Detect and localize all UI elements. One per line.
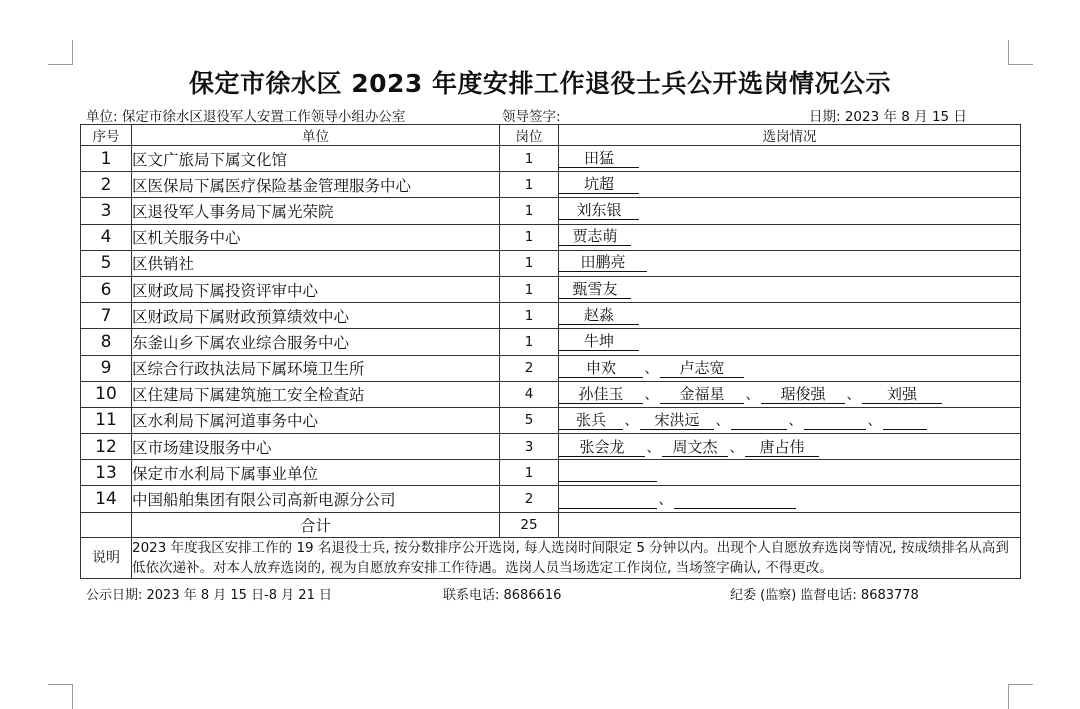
row-number: 2	[81, 172, 132, 198]
selected-name: 孙佳玉	[559, 386, 643, 404]
row-number: 1	[81, 146, 132, 172]
issuing-unit: 单位: 保定市徐水区退役军人安置工作领导小组办公室	[86, 109, 406, 125]
document-title: 保定市徐水区 2023 年度安排工作退役士兵公开选岗情况公示	[189, 69, 891, 98]
row-unit: 区市场建设服务中心	[132, 434, 500, 460]
selected-name	[559, 464, 657, 482]
table-row	[81, 381, 1021, 407]
table-row	[81, 434, 1021, 460]
row-unit: 区水利局下属河道事务中心	[132, 407, 500, 433]
row-unit: 区住建局下属建筑施工安全检查站	[132, 381, 500, 407]
name-separator: 、	[729, 439, 744, 456]
name-separator: 、	[867, 413, 882, 430]
total-row	[81, 512, 1021, 537]
name-separator: 、	[658, 492, 673, 509]
row-unit: 中国船舶集团有限公司高新电源分公司	[132, 486, 500, 512]
selected-name: 卢志宽	[660, 360, 744, 378]
table-body	[81, 146, 1021, 513]
name-separator: 、	[644, 387, 659, 404]
table-row	[81, 407, 1021, 433]
table-row	[81, 355, 1021, 381]
total-value: 25	[500, 512, 559, 537]
row-posts: 1	[500, 276, 559, 302]
name-separator: 、	[788, 413, 803, 430]
row-selection	[559, 381, 1021, 407]
row-number: 6	[81, 276, 132, 302]
row-posts: 5	[500, 407, 559, 433]
name-separator: 、	[846, 387, 861, 404]
selected-name: 周文杰	[662, 439, 728, 457]
selected-name: 牛坤	[559, 333, 639, 351]
selected-name: 田鹏亮	[559, 254, 647, 272]
row-selection	[559, 250, 1021, 276]
selected-name	[674, 491, 796, 509]
total-label: 合计	[132, 512, 500, 537]
note-row	[81, 537, 1021, 578]
row-number: 4	[81, 224, 132, 250]
total-empty-cell	[81, 512, 132, 537]
selected-name	[559, 491, 657, 509]
note-label: 说明	[81, 537, 132, 578]
selected-name	[731, 412, 787, 430]
row-number: 3	[81, 198, 132, 224]
row-posts: 1	[500, 198, 559, 224]
table-row	[81, 224, 1021, 250]
row-selection	[559, 303, 1021, 329]
table-row	[81, 250, 1021, 276]
selected-name: 金福星	[660, 386, 744, 404]
crop-mark-bottom-left	[48, 684, 73, 709]
row-number: 11	[81, 407, 132, 433]
contact-phone: 联系电话: 8686616	[443, 588, 562, 603]
header-unit: 单位	[132, 125, 500, 146]
row-selection	[559, 172, 1021, 198]
row-selection	[559, 355, 1021, 381]
selected-name: 唐占伟	[745, 439, 819, 457]
table-header-row	[81, 125, 1021, 146]
row-selection	[559, 329, 1021, 355]
row-unit: 区财政局下属投资评审中心	[132, 276, 500, 302]
name-separator: 、	[624, 413, 639, 430]
row-posts: 1	[500, 224, 559, 250]
selected-name: 赵淼	[559, 307, 639, 325]
supervision-phone: 纪委 (监察) 监督电话: 8683778	[730, 588, 919, 603]
selected-name: 田猛	[559, 150, 639, 168]
crop-mark-top-left	[48, 40, 73, 65]
row-unit: 区综合行政执法局下属环境卫生所	[132, 355, 500, 381]
selected-name: 坑超	[559, 176, 639, 194]
name-separator: 、	[715, 413, 730, 430]
table-row	[81, 276, 1021, 302]
row-number: 14	[81, 486, 132, 512]
row-selection	[559, 460, 1021, 486]
header-posts: 岗位	[500, 125, 559, 146]
selected-name: 张兵	[559, 412, 623, 430]
row-posts: 1	[500, 460, 559, 486]
row-selection	[559, 486, 1021, 512]
row-posts: 3	[500, 434, 559, 460]
selected-name: 贾志萌	[559, 228, 631, 246]
row-posts: 1	[500, 329, 559, 355]
selected-name: 琚俊强	[761, 386, 845, 404]
row-unit: 区机关服务中心	[132, 224, 500, 250]
table-row	[81, 303, 1021, 329]
row-posts: 1	[500, 303, 559, 329]
selected-name	[804, 412, 866, 430]
row-unit: 东釜山乡下属农业综合服务中心	[132, 329, 500, 355]
selected-name: 刘东银	[559, 202, 639, 220]
row-selection	[559, 198, 1021, 224]
row-posts: 2	[500, 486, 559, 512]
row-unit: 区财政局下属财政预算绩效中心	[132, 303, 500, 329]
row-posts: 2	[500, 355, 559, 381]
row-posts: 1	[500, 250, 559, 276]
row-number: 13	[81, 460, 132, 486]
row-unit: 区供销社	[132, 250, 500, 276]
header-no: 序号	[81, 125, 132, 146]
name-separator: 、	[646, 439, 661, 456]
row-selection	[559, 224, 1021, 250]
leader-signature-label: 领导签字:	[502, 109, 561, 125]
table-row	[81, 460, 1021, 486]
row-unit: 区医保局下属医疗保险基金管理服务中心	[132, 172, 500, 198]
document-date: 日期: 2023 年 8 月 15 日	[809, 109, 967, 125]
row-posts: 4	[500, 381, 559, 407]
row-number: 10	[81, 381, 132, 407]
table-row	[81, 329, 1021, 355]
table-row	[81, 172, 1021, 198]
crop-mark-top-right	[1008, 40, 1033, 65]
selection-table	[80, 124, 1021, 579]
row-number: 12	[81, 434, 132, 460]
name-separator: 、	[745, 387, 760, 404]
row-number: 5	[81, 250, 132, 276]
row-selection	[559, 434, 1021, 460]
table-row	[81, 486, 1021, 512]
row-selection	[559, 146, 1021, 172]
total-empty-selection	[559, 512, 1021, 537]
row-unit: 区文广旅局下属文化馆	[132, 146, 500, 172]
table-row	[81, 198, 1021, 224]
publicity-period: 公示日期: 2023 年 8 月 15 日-8 月 21 日	[86, 588, 332, 603]
header-selection: 选岗情况	[559, 125, 1021, 146]
row-number: 7	[81, 303, 132, 329]
note-text: 2023 年度我区安排工作的 19 名退役士兵, 按分数排序公开选岗, 每人选岗时间限定 5 分钟以内。出现个人自愿放弃选岗等情况, 按成绩排名从高到低依次递补。对本人放弃选岗的, 视为自愿放弃安排工作待遇。选岗人员当场选定工作岗位, 当场签字确认, 不得更改。	[132, 537, 1021, 578]
table-row	[81, 146, 1021, 172]
row-number: 8	[81, 329, 132, 355]
selected-name: 申欢	[559, 360, 643, 378]
name-separator: 、	[644, 361, 659, 378]
selected-name: 刘强	[862, 386, 942, 404]
selected-name	[883, 412, 927, 430]
selected-name: 宋洪远	[640, 412, 714, 430]
row-selection	[559, 407, 1021, 433]
row-posts: 1	[500, 146, 559, 172]
row-posts: 1	[500, 172, 559, 198]
selected-name: 张会龙	[559, 439, 645, 457]
row-number: 9	[81, 355, 132, 381]
selected-name: 甄雪友	[559, 281, 631, 299]
row-unit: 区退役军人事务局下属光荣院	[132, 198, 500, 224]
row-selection	[559, 276, 1021, 302]
crop-mark-bottom-right	[1008, 684, 1033, 709]
row-unit: 保定市水利局下属事业单位	[132, 460, 500, 486]
